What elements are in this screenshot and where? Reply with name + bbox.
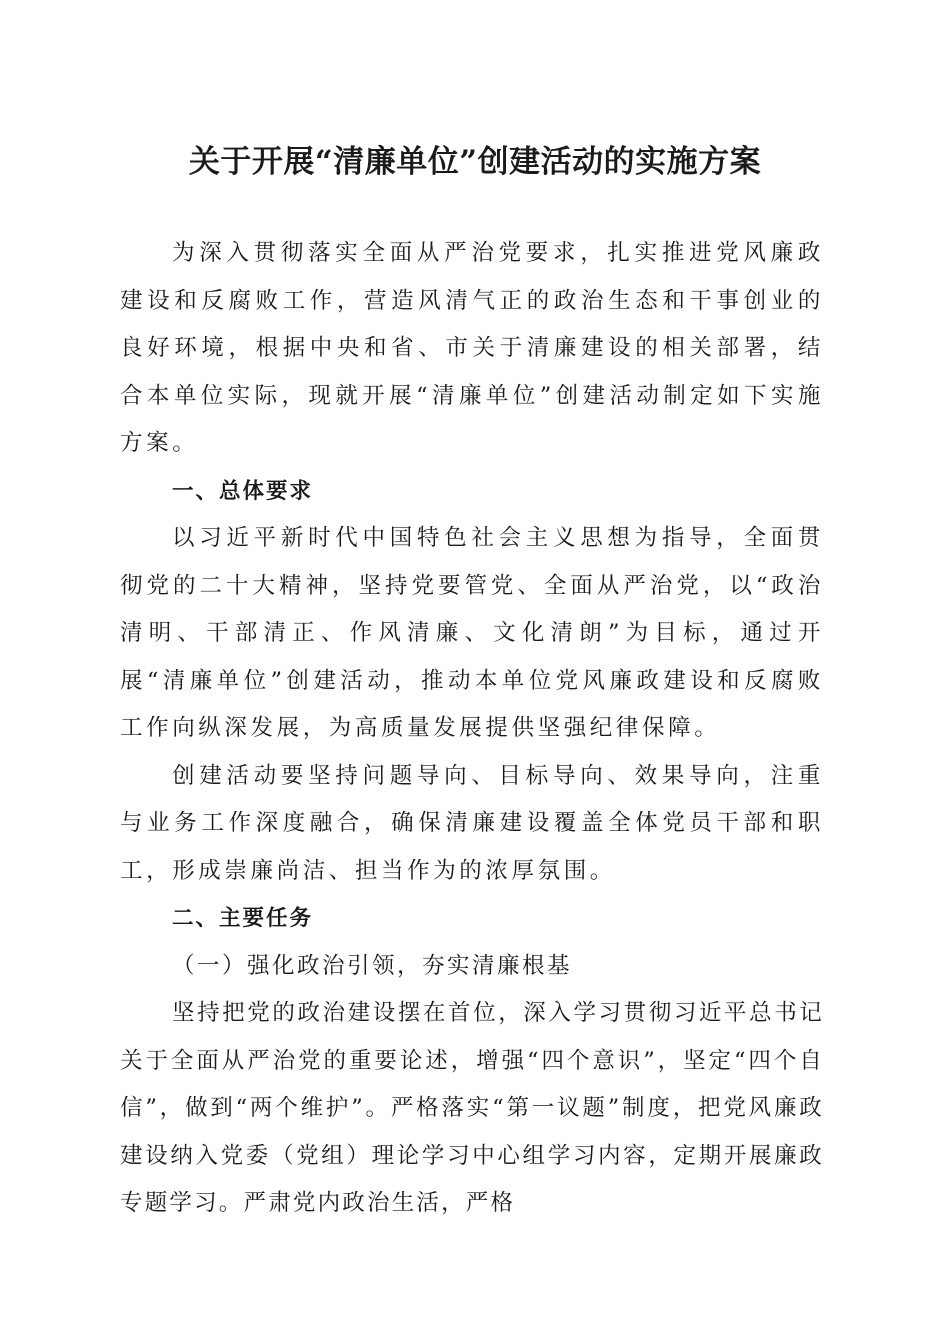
document-body [120,230,824,1228]
subsection-heading-political-leadership: （一）强化政治引领，夯实清廉根基 [172,952,573,979]
intro-paragraph: 为深入贯彻落实全面从严治党要求，扎实推进党风廉政建设和反腐败工作，营造风清气正的政治生态和干事创业的良好环境，根据中央和省、市关于清廉建设的相关部署，结合本单位实际，现就开展“清廉单位”创建活动制定如下实施方案。 [120,240,824,456]
section-heading-main-tasks: 二、主要任务 [172,906,314,931]
political-leadership-paragraph: 坚持把党的政治建设摆在首位，深入学习贯彻习近平总书记关于全面从严治党的重要论述，增强“四个意识”，坚定“四个自信”，做到“两个维护”。严格落实“第一议题”制度，把党风廉政建设纳入党委（党组）理论学习中心组学习内容，定期开展廉政专题学习。严肃党内政治生活，严格 [120,1000,824,1216]
general-requirements-paragraph-1: 以习近平新时代中国特色社会主义思想为指导，全面贯彻党的二十大精神，坚持党要管党、全面从严治党，以“政治清明、干部清正、作风清廉、文化清朗”为目标，通过开展“清廉单位”创建活动，推动本单位党风廉政建设和反腐败工作向纵深发展，为高质量发展提供坚强纪律保障。 [120,525,824,741]
document-title: 关于开展“清廉单位”创建活动的实施方案 [188,144,762,180]
section-heading-general-requirements: 一、总体要求 [172,478,314,504]
general-requirements-paragraph-2: 创建活动要坚持问题导向、目标导向、效果导向，注重与业务工作深度融合，确保清廉建设覆盖全体党员干部和职工，形成崇廉尚洁、担当作为的浓厚氛围。 [120,762,824,884]
